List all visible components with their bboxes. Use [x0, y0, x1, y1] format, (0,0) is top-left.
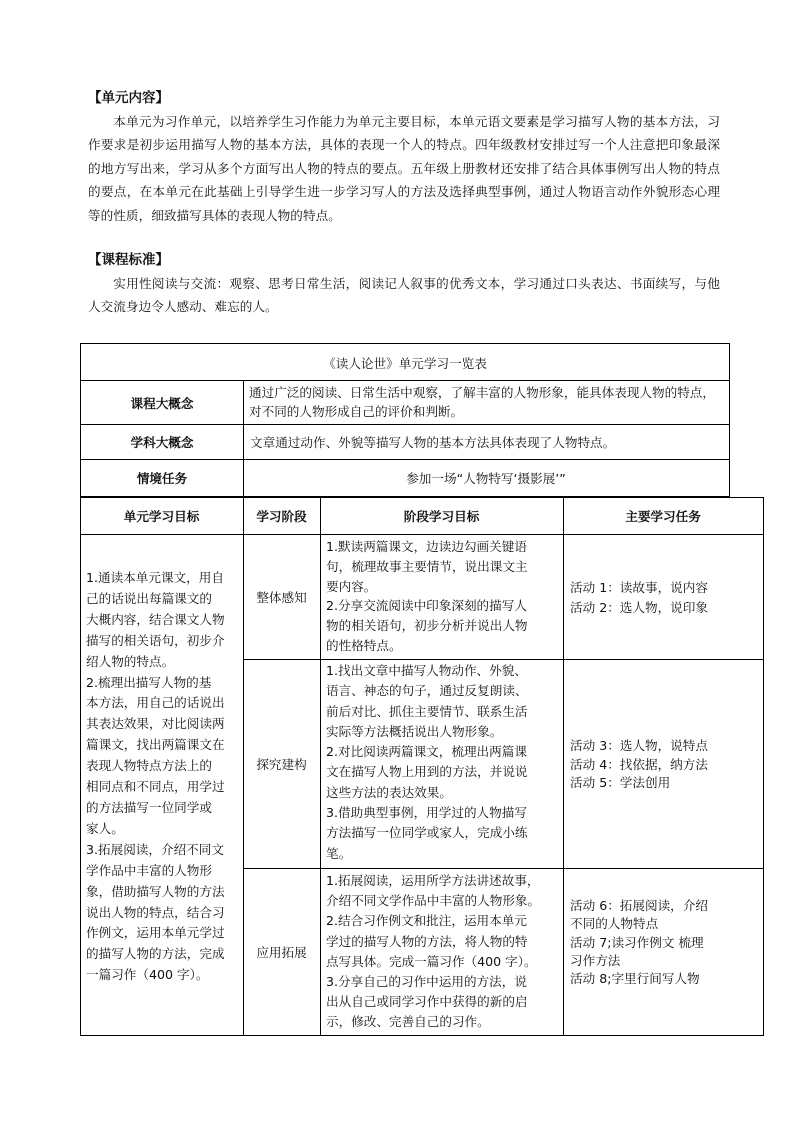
table-rule [80, 497, 81, 1036]
value-subject-concept: 文章通过动作、外貌等描写人物的基本方法具体表现了人物特点。 [243, 424, 730, 460]
stage-goals-3: 1.拓展阅读，运用所学方法讲述故事， 介绍不同文学作品中丰富的人物形象。 2.结合习作例文和批注，运用本单元 学过的描写人物的方法，将人物的特 点写具体。完成一篇习作（400 字）。 3.分享自己的习作中运用的方法，说 出从自己或同学习作中获得的新的启 示，修改、完善自己的习作。 [326, 873, 541, 1030]
value-course-concept: 通过广泛的阅读、日常生活中观察，了解丰富的人物形象，能具体表现人物的特点，对不同的人物形成自己的评价和判断。 [243, 380, 730, 425]
table-rule [243, 868, 764, 869]
label-course-concept: 课程大概念 [80, 380, 244, 425]
stage-name-1: 整体感知 [256, 590, 307, 605]
label-situation-task: 情境任务 [80, 459, 244, 497]
stage-goals-1: 1.默读两篇课文，边读边勾画关键语 句，梳理故事主要情节，说出课文主 要内容。 2.分享交流阅读中印象深刻的描写人 物的相关语句，初步分析并说出人物 的性格特点。 [326, 539, 528, 653]
stage-goals-2: 1.找出文章中描写人物动作、外貌、 语言、神态的句子，通过反复朗读、 前后对比、抓住主要情节、联系生活 实际等方法概括说出人物形象。 2.对比阅读两篇课文，梳理出两篇课 文在描写人物上用到的方法，并说说 这些方法的表达效果。 3.借助典型事例，用学过的人物描写 方法描写一位同学或家人，完成小练 笔。 [326, 663, 528, 861]
curriculum-standard-heading: 【课程标准】 [88, 252, 169, 268]
table-rule [80, 534, 764, 535]
table-rule [320, 497, 321, 1036]
header-stage-goals: 阶段学习目标 [403, 509, 480, 524]
stage-tasks-3: 活动 6：拓展阅读，介绍 不同的人物特点 活动 7;读习作例文 梳理 习作方法 活动 8;字里行间写人物 [570, 898, 708, 987]
overview-table-title: 《读人论世》单元学习一览表 [80, 343, 730, 381]
stage-tasks-2: 活动 3：选人物，说特点 活动 4：找依据，纳方法 活动 5：学法创用 [570, 738, 708, 790]
value-situation-task: 参加一场“人物特写‘摄影展’” [243, 459, 730, 497]
table-rule [763, 497, 764, 1036]
curriculum-standard-body: 实用性阅读与交流：观察、思考日常生活，阅读记人叙事的优秀文本，学习通过口头表达、书面续写，与他人交流身边令人感动、难忘的人。 [88, 276, 720, 315]
label-subject-concept: 学科大概念 [80, 424, 244, 460]
stage-name-2: 探究建构 [256, 757, 307, 772]
header-stage: 学习阶段 [256, 509, 307, 524]
table-rule [243, 659, 764, 660]
stage-tasks-1: 活动 1：读故事，说内容 活动 2：选人物，说印象 [570, 580, 708, 615]
unit-content-heading: 【单元内容】 [88, 90, 169, 106]
header-main-tasks: 主要学习任务 [625, 509, 701, 524]
table-rule [80, 1035, 764, 1036]
stage-name-3: 应用拓展 [256, 945, 307, 960]
table-rule [563, 497, 564, 1036]
unit-content-body: 本单元为习作单元，以培养学生习作能力为单元主要目标，本单元语文要素是学习描写人物的基本方法，习作要求是初步运用描写人物的基本方法，具体的表现一个人的特点。四年级教材安排过写一个人注意把印象最深的地方写出来，学习从多个方面写出人物的特点的要点。五年级上册教材还安排了结合具体事例写出人物的特点的要点，在本单元在此基础上引导学生进一步学习写人的方法及选择典型事例，通过人物语言动作外貌形态心理等的性质，细致描写具体的表现人物的特点。 [88, 114, 720, 223]
header-unit-goals: 单元学习目标 [123, 509, 200, 524]
unit-goals-cell: 1.通读本单元课文，用自 己的话说出每篇课文的 大概内容，结合课文人物 描写的相关语句，初步介 绍人物的特点。 2.梳理出描写人物的基 本方法，用自己的话说出 其表达效果，对比阅读两 篇课文，找出两篇课文在 表现人物特点方法上的 相同点和不同点，用学过 的方法描写一位同学或 家人。 3.拓展阅读，介绍不同文 学作品中丰富的人物形 象，借助描写人物的方法 说出人物的特点，结合习 作例文，运用本单元学过 的描写人物的方法，完成 一篇习作（400 字）。 [86, 570, 225, 983]
